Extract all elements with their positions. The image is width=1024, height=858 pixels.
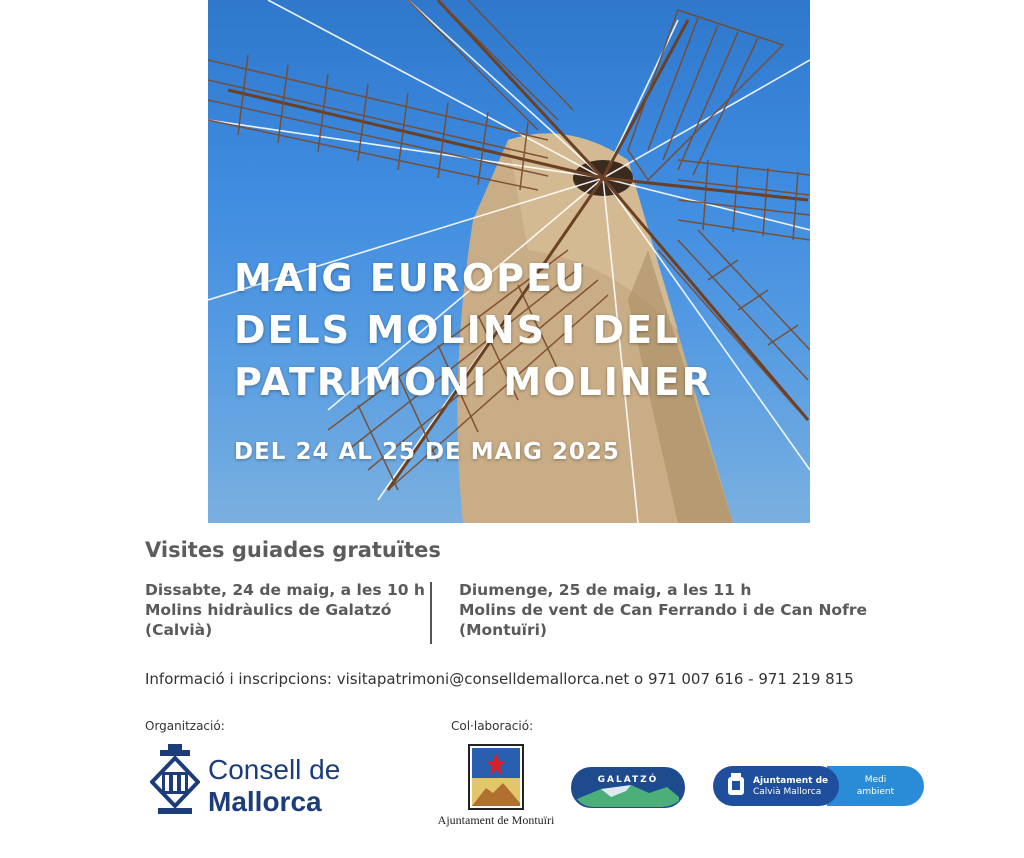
galatzo-badge-icon xyxy=(571,767,685,808)
consell-line-1: Consell de xyxy=(208,754,341,785)
organization-label: Organització: xyxy=(145,719,225,733)
consell-emblem-icon xyxy=(150,742,200,818)
visit-sunday-place: Molins de vent de Can Ferrando i de Can Nofre xyxy=(459,601,867,619)
hero-title-line-3: PATRIMONI MOLINER xyxy=(234,360,713,404)
visit-sunday-date: Diumenge, 25 de maig, a les 11 h xyxy=(459,581,752,599)
visit-sunday-town: (Montuïri) xyxy=(459,621,547,639)
hero-banner xyxy=(208,0,810,523)
hero-title xyxy=(234,252,713,408)
consell-de-mallorca-logo xyxy=(150,742,360,820)
hero-title-line-1: MAIG EUROPEU xyxy=(234,256,587,300)
collaboration-label: Col·laboració: xyxy=(451,719,534,733)
hero-title-line-2: DELS MOLINS I DEL xyxy=(234,308,681,352)
calvia-line-2: Calvià Mallorca xyxy=(753,787,822,797)
montuiri-shield-icon xyxy=(431,743,561,811)
calvia-logo xyxy=(713,766,924,806)
montuiri-logo xyxy=(431,743,561,833)
visit-saturday-town: (Calvià) xyxy=(145,621,213,639)
visit-saturday-place: Molins hidràulics de Galatzó xyxy=(145,601,392,619)
visits-divider xyxy=(430,582,432,644)
hero-dates: DEL 24 AL 25 DE MAIG 2025 xyxy=(234,439,620,465)
calvia-crest-icon xyxy=(721,771,751,801)
galatzo-name: GALATZÓ xyxy=(597,775,659,785)
consell-line-2: Mallorca xyxy=(208,786,322,817)
calvia-line-1: Ajuntament de xyxy=(753,776,829,786)
calvia-right-line-1: Medi xyxy=(864,775,887,785)
calvia-ajuntament-panel xyxy=(713,766,839,806)
visit-saturday-date: Dissabte, 24 de maig, a les 10 h xyxy=(145,581,425,599)
calvia-right-line-2: ambient xyxy=(856,787,895,797)
visit-saturday xyxy=(145,580,425,640)
contact-info: Informació i inscripcions: visitapatrimoni@conselldemallorca.net o 971 007 616 - 971 219 815 xyxy=(145,670,854,688)
visit-sunday xyxy=(459,580,867,640)
galatzo-logo xyxy=(571,767,685,808)
montuiri-name: Ajuntament de Montuïri xyxy=(437,813,555,827)
calvia-medi-ambient-panel xyxy=(827,766,924,806)
visits-heading: Visites guiades gratuïtes xyxy=(145,538,441,562)
